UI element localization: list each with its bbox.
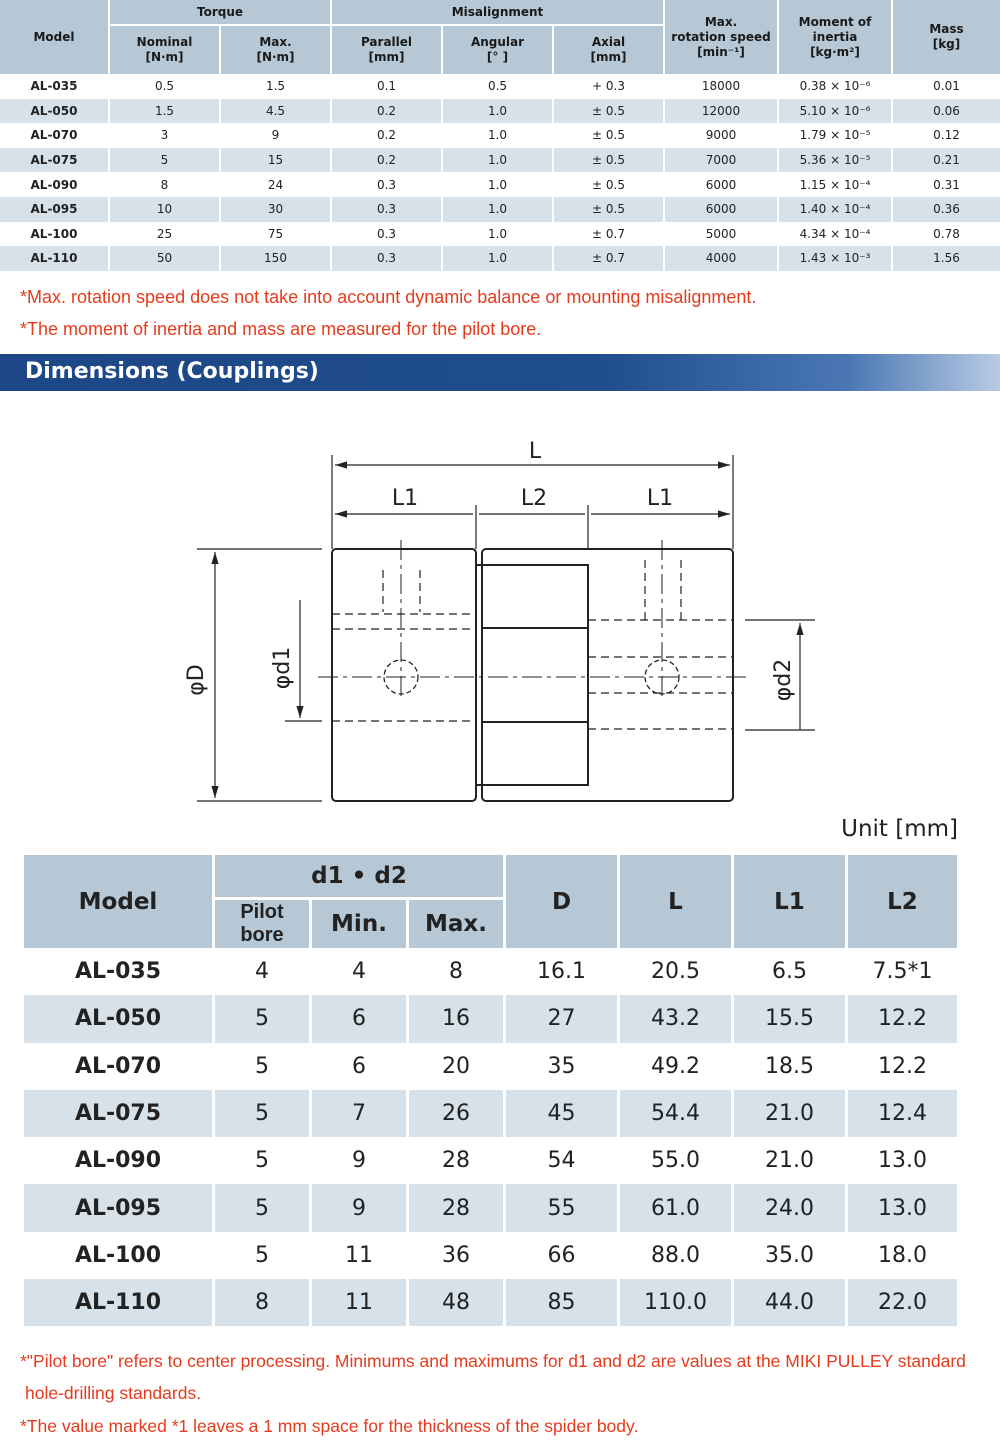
label-d2: φd2 bbox=[771, 658, 796, 702]
specification-table bbox=[0, 0, 1000, 271]
value-cell: 25 bbox=[156, 226, 173, 241]
value-cell: 85 bbox=[506, 1279, 617, 1326]
value-cell: 18.5 bbox=[765, 1053, 814, 1079]
value-cell: 0.12 bbox=[933, 128, 960, 143]
value-cell: 5 bbox=[215, 1184, 309, 1231]
value-cell: 24.0 bbox=[734, 1184, 845, 1231]
value-cell: 10 bbox=[110, 197, 219, 222]
note-spider: *The value marked *1 leaves a 1 mm space for the thickness of the spider body. bbox=[20, 1416, 639, 1436]
value-cell: 35.0 bbox=[765, 1242, 814, 1268]
value-cell: 24 bbox=[267, 177, 284, 192]
label-L1-right: L1 bbox=[646, 486, 674, 511]
col-max: Max. [N·m] bbox=[221, 26, 330, 74]
model-cell: AL-100 bbox=[74, 1242, 162, 1268]
value-cell: 26 bbox=[409, 1090, 503, 1137]
value-cell: 13.0 bbox=[848, 1184, 957, 1231]
dimensions-table bbox=[21, 855, 960, 1326]
value-cell: 12.2 bbox=[848, 995, 957, 1042]
label-d1: φd1 bbox=[270, 646, 295, 690]
col-L2: L2 bbox=[848, 855, 957, 948]
value-cell: 7000 bbox=[665, 148, 777, 173]
label-L: L bbox=[528, 439, 542, 464]
col-axial: Axial [mm] bbox=[554, 26, 663, 74]
value-cell: 13.0 bbox=[878, 1148, 927, 1174]
value-cell: 6.5 bbox=[772, 959, 807, 985]
value-cell: 5.10 × 10⁻⁶ bbox=[779, 99, 891, 124]
value-cell: 27 bbox=[506, 995, 617, 1042]
col-L1: L1 bbox=[734, 855, 845, 948]
value-cell: 5 bbox=[255, 1053, 269, 1079]
value-cell: 88.0 bbox=[651, 1242, 700, 1268]
value-cell: 21.0 bbox=[765, 1148, 814, 1174]
value-cell: 54 bbox=[547, 1148, 576, 1174]
value-cell: 54.4 bbox=[620, 1090, 731, 1137]
value-cell: 1.15 × 10⁻⁴ bbox=[799, 177, 871, 192]
model-cell: AL-075 bbox=[0, 148, 108, 173]
value-cell: 28 bbox=[442, 1148, 470, 1174]
value-cell: 4000 bbox=[665, 246, 777, 271]
col-pilot-bore: Pilot bore bbox=[215, 900, 309, 948]
value-cell: 0.3 bbox=[332, 197, 441, 222]
value-cell: ± 0.5 bbox=[554, 148, 663, 173]
model-cell: AL-050 bbox=[24, 995, 212, 1042]
table-row bbox=[24, 1137, 957, 1184]
value-cell: 66 bbox=[547, 1242, 576, 1268]
value-cell: 1.0 bbox=[443, 148, 552, 173]
model-cell: AL-070 bbox=[74, 1053, 162, 1079]
value-cell: 45 bbox=[506, 1090, 617, 1137]
model-cell: AL-035 bbox=[30, 79, 78, 94]
value-cell: 0.2 bbox=[332, 99, 441, 124]
value-cell: 5 bbox=[215, 1090, 309, 1137]
col-torque: Torque bbox=[110, 0, 330, 26]
table-row bbox=[0, 123, 1000, 148]
value-cell: 1.5 bbox=[110, 99, 219, 124]
value-cell: 9 bbox=[271, 128, 280, 143]
col-nominal: Nominal [N·m] bbox=[110, 26, 219, 74]
col-model: Model bbox=[24, 855, 212, 948]
table-row bbox=[0, 246, 1000, 271]
model-cell: AL-110 bbox=[0, 246, 108, 271]
note-inertia: *The moment of inertia and mass are measured for the pilot bore. bbox=[20, 319, 542, 339]
model-cell: AL-090 bbox=[30, 177, 78, 192]
model-cell: AL-070 bbox=[30, 128, 78, 143]
label-L1-left: L1 bbox=[391, 486, 419, 511]
model-cell: AL-100 bbox=[30, 226, 78, 241]
col-L: L bbox=[620, 855, 731, 948]
value-cell: ± 0.5 bbox=[554, 197, 663, 222]
value-cell: 0.5 bbox=[154, 79, 175, 94]
col-d1d2: d1 • d2 bbox=[215, 855, 503, 900]
value-cell: 1.40 × 10⁻⁴ bbox=[779, 197, 891, 222]
value-cell: 4 bbox=[352, 959, 366, 985]
value-cell: 150 bbox=[221, 246, 330, 271]
model-cell: AL-035 bbox=[74, 959, 162, 985]
value-cell: 5.36 × 10⁻⁵ bbox=[779, 148, 891, 173]
value-cell: 6 bbox=[352, 1053, 366, 1079]
value-cell: 5000 bbox=[705, 226, 737, 241]
model-cell: AL-110 bbox=[24, 1279, 212, 1326]
value-cell: 28 bbox=[409, 1184, 503, 1231]
value-cell: 44.0 bbox=[734, 1279, 845, 1326]
value-cell: 36 bbox=[442, 1242, 470, 1268]
value-cell: 18000 bbox=[701, 79, 741, 94]
value-cell: 9 bbox=[312, 1184, 406, 1231]
value-cell: 0.21 bbox=[893, 148, 1000, 173]
value-cell: 1.0 bbox=[487, 226, 508, 241]
value-cell: 0.5 bbox=[487, 79, 508, 94]
value-cell: ± 0.5 bbox=[592, 128, 625, 143]
table-row bbox=[24, 1043, 957, 1090]
table-row bbox=[24, 948, 957, 995]
value-cell: 6 bbox=[312, 995, 406, 1042]
value-cell: 50 bbox=[110, 246, 219, 271]
value-cell: 8 bbox=[449, 959, 463, 985]
note-pilot-bore: *"Pilot bore" refers to center processing. Minimums and maximums for d1 and d2 are values at the MIKI PULLEY standard bbox=[20, 1351, 966, 1371]
value-cell: 15 bbox=[221, 148, 330, 173]
value-cell: 0.3 bbox=[376, 226, 397, 241]
value-cell: 6000 bbox=[705, 177, 737, 192]
value-cell: 49.2 bbox=[651, 1053, 700, 1079]
value-cell: 0.1 bbox=[376, 79, 397, 94]
col-model: Model bbox=[0, 0, 108, 74]
col-speed: Max. rotation speed [min⁻¹] bbox=[665, 0, 777, 74]
value-cell: ± 0.7 bbox=[592, 226, 625, 241]
value-cell: 11 bbox=[312, 1279, 406, 1326]
value-cell: 4.34 × 10⁻⁴ bbox=[799, 226, 871, 241]
table-row bbox=[0, 197, 1000, 222]
note-rotation-speed: *Max. rotation speed does not take into account dynamic balance or mounting misalignment. bbox=[20, 287, 757, 307]
value-cell: + 0.3 bbox=[592, 79, 625, 94]
model-cell: AL-090 bbox=[74, 1148, 162, 1174]
value-cell: 0.06 bbox=[893, 99, 1000, 124]
table-row bbox=[0, 99, 1000, 124]
value-cell: 3 bbox=[160, 128, 169, 143]
value-cell: 5 bbox=[255, 1148, 269, 1174]
table-row bbox=[0, 172, 1000, 197]
value-cell: 12.2 bbox=[878, 1053, 927, 1079]
label-L2: L2 bbox=[520, 486, 548, 511]
value-cell: 0.2 bbox=[376, 128, 397, 143]
value-cell: 6000 bbox=[665, 197, 777, 222]
value-cell: 0.01 bbox=[933, 79, 960, 94]
note-pilot-bore-cont: hole-drilling standards. bbox=[25, 1383, 202, 1403]
value-cell: 1.56 bbox=[893, 246, 1000, 271]
value-cell: 18.0 bbox=[878, 1242, 927, 1268]
value-cell: ± 0.5 bbox=[592, 177, 625, 192]
value-cell: 0.2 bbox=[332, 148, 441, 173]
value-cell: 20 bbox=[442, 1053, 470, 1079]
value-cell: 1.0 bbox=[487, 177, 508, 192]
table-row bbox=[24, 1184, 957, 1231]
value-cell: 16 bbox=[409, 995, 503, 1042]
value-cell: 8 bbox=[160, 177, 169, 192]
table-row bbox=[0, 148, 1000, 173]
value-cell: 7.5*1 bbox=[872, 959, 933, 985]
value-cell: 4.5 bbox=[221, 99, 330, 124]
value-cell: 1.0 bbox=[443, 246, 552, 271]
value-cell: 16.1 bbox=[537, 959, 586, 985]
value-cell: ± 0.7 bbox=[554, 246, 663, 271]
table-row bbox=[24, 1279, 957, 1326]
value-cell: 0.31 bbox=[933, 177, 960, 192]
value-cell: 1.0 bbox=[443, 99, 552, 124]
value-cell: 0.36 bbox=[893, 197, 1000, 222]
unit-label: Unit [mm] bbox=[841, 816, 958, 842]
col-inertia: Moment of inertia [kg·m²] bbox=[779, 0, 891, 74]
value-cell: 20.5 bbox=[651, 959, 700, 985]
model-cell: AL-050 bbox=[0, 99, 108, 124]
value-cell: 4 bbox=[255, 959, 269, 985]
col-parallel: Parallel [mm] bbox=[332, 26, 441, 74]
col-max: Max. bbox=[409, 900, 503, 948]
value-cell: 8 bbox=[215, 1279, 309, 1326]
value-cell: 9 bbox=[352, 1148, 366, 1174]
value-cell: 0.3 bbox=[332, 246, 441, 271]
value-cell: 0.38 × 10⁻⁶ bbox=[799, 79, 871, 94]
model-cell: AL-095 bbox=[0, 197, 108, 222]
table-row bbox=[24, 995, 957, 1042]
table-row bbox=[0, 74, 1000, 99]
value-cell: 30 bbox=[221, 197, 330, 222]
value-cell: 22.0 bbox=[848, 1279, 957, 1326]
value-cell: 48 bbox=[409, 1279, 503, 1326]
value-cell: 0.78 bbox=[933, 226, 960, 241]
value-cell: 11 bbox=[345, 1242, 373, 1268]
value-cell: 0.3 bbox=[376, 177, 397, 192]
value-cell: 35 bbox=[547, 1053, 576, 1079]
coupling-body bbox=[332, 549, 733, 801]
table-row bbox=[0, 222, 1000, 247]
value-cell: 1.43 × 10⁻³ bbox=[779, 246, 891, 271]
value-cell: 1.5 bbox=[265, 79, 286, 94]
coupling-diagram bbox=[0, 400, 1000, 820]
col-mass: Mass [kg] bbox=[893, 0, 1000, 74]
value-cell: 61.0 bbox=[620, 1184, 731, 1231]
label-D: φD bbox=[184, 664, 209, 696]
value-cell: 9000 bbox=[705, 128, 737, 143]
value-cell: 1.79 × 10⁻⁵ bbox=[799, 128, 871, 143]
model-cell: AL-095 bbox=[24, 1184, 212, 1231]
value-cell: 5 bbox=[255, 1242, 269, 1268]
value-cell: 5 bbox=[110, 148, 219, 173]
value-cell: 12000 bbox=[665, 99, 777, 124]
table-row bbox=[24, 1090, 957, 1137]
col-D: D bbox=[506, 855, 617, 948]
value-cell: 43.2 bbox=[620, 995, 731, 1042]
value-cell: ± 0.5 bbox=[554, 99, 663, 124]
model-cell: AL-075 bbox=[24, 1090, 212, 1137]
value-cell: 15.5 bbox=[734, 995, 845, 1042]
value-cell: 55.0 bbox=[651, 1148, 700, 1174]
value-cell: 5 bbox=[215, 995, 309, 1042]
value-cell: 21.0 bbox=[734, 1090, 845, 1137]
value-cell: 1.0 bbox=[443, 197, 552, 222]
value-cell: 55 bbox=[506, 1184, 617, 1231]
col-angular: Angular [° ] bbox=[443, 26, 552, 74]
table-row bbox=[24, 1232, 957, 1279]
value-cell: 110.0 bbox=[620, 1279, 731, 1326]
col-misalignment: Misalignment bbox=[332, 0, 663, 26]
section-title: Dimensions (Couplings) bbox=[25, 359, 319, 384]
value-cell: 7 bbox=[312, 1090, 406, 1137]
section-banner bbox=[0, 354, 1000, 391]
col-min: Min. bbox=[312, 900, 406, 948]
value-cell: 12.4 bbox=[848, 1090, 957, 1137]
value-cell: 1.0 bbox=[487, 128, 508, 143]
value-cell: 75 bbox=[267, 226, 284, 241]
